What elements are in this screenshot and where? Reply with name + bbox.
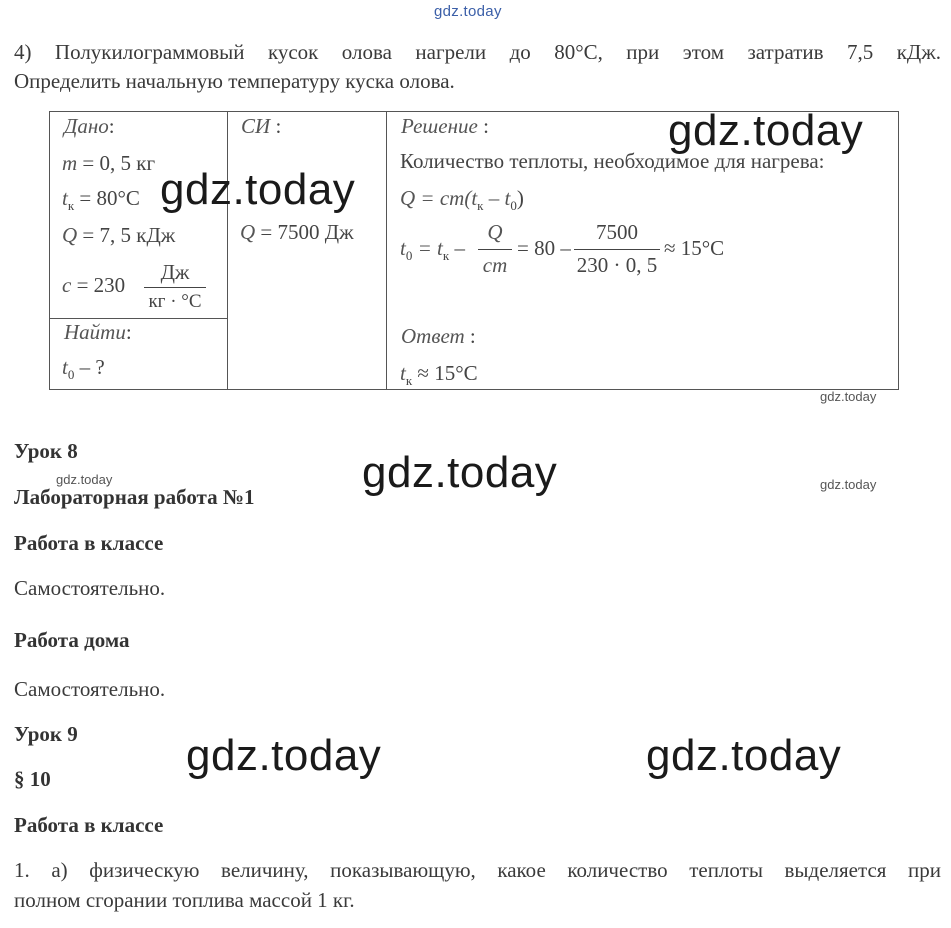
given-heat: Q = 7, 5 кДж — [62, 223, 176, 247]
si-header: СИ : — [241, 114, 282, 138]
formula-lhs: $t_0 = t_к$ – — [400, 236, 465, 264]
watermark-small: gdz.today — [820, 389, 877, 404]
watermark-big: gdz.today — [668, 106, 864, 155]
capacity-unit-numerator: Дж — [160, 260, 190, 284]
formula-fraction-numbers — [574, 220, 660, 280]
table-divider-find — [49, 318, 228, 319]
lesson-8-heading: Урок 8 — [14, 439, 78, 463]
watermark-small: gdz.today — [820, 477, 877, 492]
formula-result: ≈ 15°С — [664, 236, 725, 260]
find-value: $t_0$ – ? — [62, 355, 105, 383]
given-header: Дано: — [64, 114, 115, 138]
answer-value: $t_к \approx 15^\circ С$ — [400, 361, 478, 389]
watermark-big: gdz.today — [646, 731, 842, 780]
answer-header: Ответ : — [401, 324, 476, 348]
self-study-text-1: Самостоятельно. — [14, 576, 166, 600]
capacity-unit-denominator: кг · °С — [148, 291, 202, 312]
watermark-big: gdz.today — [186, 731, 382, 780]
self-study-text-2: Самостоятельно. — [14, 677, 166, 701]
heat-formula: $Q = cm(t_к - t_0)$ — [400, 186, 524, 214]
solution-text: Количество теплоты, необходимое для нагрева: — [400, 149, 825, 173]
capacity-fraction-bar — [144, 287, 206, 288]
lesson-9-heading: Урок 9 — [14, 722, 78, 746]
given-capacity-unit — [144, 260, 206, 316]
watermark-big: gdz.today — [362, 448, 558, 497]
problem-line-2: Определить начальную температуру куска олова. — [14, 69, 455, 93]
item-1-line-1: 1. а) физическую величину, показывающую, какое количество теплоты выделяется при — [14, 858, 941, 882]
table-divider-2 — [386, 111, 387, 390]
fraction-7500: 7500 — [596, 220, 638, 244]
item-1-line-2: полном сгорании топлива массой 1 кг. — [14, 888, 355, 912]
fraction-bar-1 — [478, 249, 512, 250]
watermark-big: gdz.today — [160, 165, 356, 214]
formula-fraction-q-cm — [478, 220, 512, 280]
table-divider-1 — [227, 111, 228, 390]
fraction-q: Q — [487, 220, 503, 244]
solution-header: Решение : — [401, 114, 489, 138]
given-mass: m = 0, 5 кг — [62, 151, 156, 175]
table-border-left — [49, 111, 50, 390]
fraction-bar-2 — [574, 249, 660, 250]
watermark-small: gdz.today — [56, 472, 113, 487]
class-work-heading: Работа в классе — [14, 531, 164, 555]
lab-work-heading: Лабораторная работа №1 — [14, 485, 255, 509]
formula-eq80: = 80 – — [517, 236, 571, 260]
si-heat: Q = 7500 Дж — [240, 220, 354, 244]
home-work-heading: Работа дома — [14, 628, 130, 652]
given-capacity: c = 230 — [62, 273, 126, 297]
find-header: Найти: — [64, 320, 132, 344]
class-work-heading-2: Работа в классе — [14, 813, 164, 837]
watermark-top: gdz.today — [434, 3, 502, 20]
given-temperature: $t_к = 80^\circ С$ — [62, 186, 140, 214]
problem-line-1: 4) Полукилограммовый кусок олова нагрели до 80°С, при этом затратив 7,5 кДж. — [14, 40, 941, 64]
paragraph-heading: § 10 — [14, 767, 51, 791]
table-border-right — [898, 111, 899, 390]
fraction-230: 230 · 0, 5 — [576, 253, 658, 277]
fraction-cm: cm — [482, 253, 508, 277]
